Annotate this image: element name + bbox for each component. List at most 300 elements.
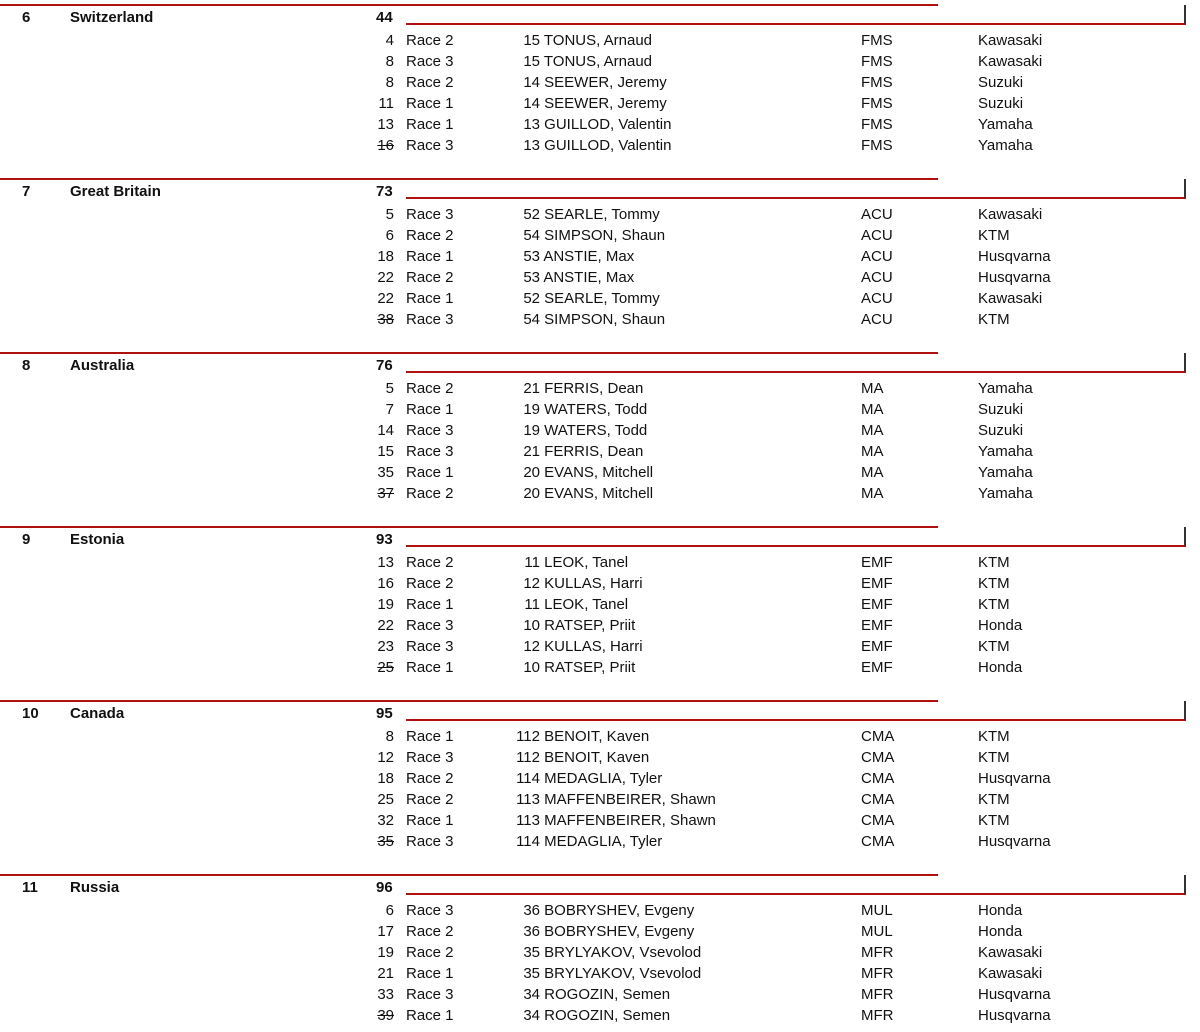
row-race: Race 1 [406,596,454,613]
row-points: 22 [377,269,394,286]
result-row [0,114,1200,135]
team-position: 11 [22,879,38,896]
row-rider [490,30,830,51]
row-rider [490,573,830,594]
header-underline [406,875,1186,895]
rider-number: 34 [523,1007,540,1024]
team-nation: Great Britain [70,183,161,200]
row-rider [490,984,830,1005]
row-rider [490,225,830,246]
result-row [0,942,1200,963]
rider-number: 36 [523,902,540,919]
row-race: Race 3 [406,311,454,328]
row-brand: Kawasaki [978,944,1043,961]
row-race: Race 2 [406,944,454,961]
result-row [0,135,1200,156]
rider-name: SEEWER, Jeremy [544,74,667,91]
team-total: 73 [376,183,393,200]
rider-number: 15 [523,32,540,49]
rider-name: GUILLOD, Valentin [544,137,672,154]
row-brand: Husqvarna [978,770,1051,787]
result-row [0,573,1200,594]
result-row [0,378,1200,399]
row-rider [490,636,830,657]
rider-number: 36 [523,923,540,940]
rider-name: MEDAGLIA, Tyler [544,833,663,850]
row-points: 12 [377,749,394,766]
row-brand: Husqvarna [978,248,1051,265]
row-race: Race 1 [406,401,454,418]
row-federation: MFR [861,965,894,982]
team-total: 44 [376,9,393,26]
row-race: Race 2 [406,380,454,397]
rider-number: 10 [523,659,540,676]
row-points: 5 [385,380,394,397]
rider-name: KULLAS, Harri [544,638,643,655]
rider-number: 21 [523,443,540,460]
row-points: 19 [377,944,394,961]
row-points: 16 [377,575,394,592]
row-brand: Husqvarna [978,269,1051,286]
row-race: Race 2 [406,554,454,571]
row-race: Race 1 [406,1007,454,1024]
rider-name: SEARLE, Tommy [544,206,660,223]
row-federation: ACU [861,311,893,328]
row-brand: Honda [978,902,1023,919]
header-underline [406,353,1186,373]
rider-name: ANSTIE, Max [543,269,635,286]
row-race: Race 1 [406,290,454,307]
rider-name: BOBRYSHEV, Evgeny [544,923,695,940]
rider-number: 11 [524,554,540,571]
rider-number: 15 [523,53,540,70]
result-row [0,636,1200,657]
result-row [0,267,1200,288]
result-row [0,768,1200,789]
row-race: Race 3 [406,749,454,766]
row-race: Race 1 [406,116,454,133]
row-points: 17 [377,923,394,940]
rider-name: ANSTIE, Max [543,248,635,265]
row-race: Race 2 [406,269,454,286]
row-rider [490,963,830,984]
row-points: 33 [377,986,394,1003]
rider-name: MEDAGLIA, Tyler [544,770,663,787]
row-brand: Kawasaki [978,53,1043,70]
rider-name: BENOIT, Kaven [544,728,650,745]
row-brand: Husqvarna [978,986,1051,1003]
row-brand: Honda [978,659,1023,676]
team-position: 10 [22,705,39,722]
row-points: 38 [377,311,394,328]
row-race: Race 1 [406,965,454,982]
row-brand: KTM [978,227,1010,244]
row-race: Race 2 [406,770,454,787]
row-points: 8 [385,53,394,70]
rider-name: SEEWER, Jeremy [544,95,667,112]
row-points: 8 [385,728,394,745]
row-federation: FMS [861,32,893,49]
row-brand: Yamaha [978,137,1033,154]
rider-name: MAFFENBEIRER, Shawn [544,812,716,829]
rider-name: FERRIS, Dean [544,380,644,397]
result-row [0,594,1200,615]
team-block [0,0,1200,162]
row-rider [490,831,830,852]
team-position: 7 [22,183,31,200]
team-nation: Australia [70,357,135,374]
row-rider [490,789,830,810]
rider-number: 20 [523,485,540,502]
rider-number: 114 [516,833,540,850]
header-underline [406,179,1186,199]
team-total: 93 [376,531,393,548]
rider-number: 12 [523,575,540,592]
result-row [0,399,1200,420]
row-points: 21 [377,965,394,982]
row-federation: EMF [861,596,893,613]
row-points: 6 [385,902,394,919]
row-rider [490,441,830,462]
row-federation: EMF [861,554,893,571]
team-position: 9 [22,531,31,548]
rider-number: 13 [523,137,540,154]
rider-name: KULLAS, Harri [544,575,643,592]
row-race: Race 3 [406,833,454,850]
row-rider [490,309,830,330]
row-federation: EMF [861,659,893,676]
row-points: 39 [377,1007,394,1024]
row-rider [490,552,830,573]
team-block [0,696,1200,858]
rider-name: SEARLE, Tommy [544,290,660,307]
rider-number: 52 [523,290,540,307]
rider-name: EVANS, Mitchell [544,485,654,502]
row-brand: Yamaha [978,116,1033,133]
team-nation: Russia [70,879,120,896]
row-brand: Husqvarna [978,833,1051,850]
rider-number: 53 [523,248,540,265]
row-brand: Suzuki [978,74,1024,91]
row-brand: KTM [978,554,1010,571]
row-federation: FMS [861,95,893,112]
row-race: Race 3 [406,638,454,655]
rider-name: WATERS, Todd [544,401,648,418]
row-rider [490,942,830,963]
row-rider [490,288,830,309]
rider-number: 10 [523,617,540,634]
row-brand: Kawasaki [978,206,1043,223]
rider-name: MAFFENBEIRER, Shawn [544,791,716,808]
row-points: 25 [377,659,394,676]
row-race: Race 3 [406,206,454,223]
rider-number: 54 [523,311,540,328]
row-federation: CMA [861,728,895,745]
row-rider [490,483,830,504]
row-rider [490,420,830,441]
result-row [0,204,1200,225]
rider-number: 19 [523,422,540,439]
row-brand: KTM [978,749,1010,766]
rider-number: 19 [523,401,540,418]
row-brand: Honda [978,923,1023,940]
result-row [0,441,1200,462]
row-brand: Suzuki [978,422,1024,439]
row-points: 19 [377,596,394,613]
row-brand: Kawasaki [978,965,1043,982]
row-rider [490,267,830,288]
row-federation: ACU [861,269,893,286]
rider-number: 34 [523,986,540,1003]
result-row [0,225,1200,246]
rider-number: 52 [523,206,540,223]
row-rider [490,246,830,267]
row-brand: Yamaha [978,380,1033,397]
row-rider [490,114,830,135]
row-federation: MA [861,401,884,418]
rider-name: GUILLOD, Valentin [544,116,672,133]
row-race: Race 1 [406,248,454,265]
result-row [0,93,1200,114]
result-row [0,789,1200,810]
rider-name: LEOK, Tanel [544,596,629,613]
row-race: Race 1 [406,659,454,676]
rider-number: 54 [523,227,540,244]
result-row [0,420,1200,441]
row-federation: MUL [861,923,893,940]
row-federation: CMA [861,770,895,787]
row-race: Race 2 [406,923,454,940]
result-row [0,726,1200,747]
team-block [0,522,1200,684]
row-federation: ACU [861,206,893,223]
row-federation: MA [861,443,884,460]
row-brand: KTM [978,812,1010,829]
result-row [0,288,1200,309]
result-row [0,1005,1200,1026]
row-points: 6 [385,227,394,244]
row-race: Race 3 [406,422,454,439]
rider-name: SIMPSON, Shaun [544,227,666,244]
row-points: 32 [377,812,394,829]
rider-name: BRYLYAKOV, Vsevolod [544,944,702,961]
result-row [0,615,1200,636]
row-federation: FMS [861,74,893,91]
team-total: 76 [376,357,393,374]
result-row [0,552,1200,573]
team-block [0,174,1200,336]
row-race: Race 3 [406,986,454,1003]
row-points: 22 [377,617,394,634]
result-row [0,921,1200,942]
row-brand: KTM [978,311,1010,328]
team-block [0,348,1200,510]
row-rider [490,657,830,678]
rider-name: FERRIS, Dean [544,443,644,460]
rider-number: 13 [523,116,540,133]
row-brand: Yamaha [978,485,1033,502]
row-rider [490,399,830,420]
rider-name: BRYLYAKOV, Vsevolod [544,965,702,982]
row-points: 18 [377,770,394,787]
result-row [0,963,1200,984]
row-rider [490,51,830,72]
rider-name: WATERS, Todd [544,422,648,439]
row-federation: MUL [861,902,893,919]
row-points: 35 [377,833,394,850]
result-row [0,462,1200,483]
row-federation: EMF [861,638,893,655]
rider-number: 53 [523,269,540,286]
row-federation: ACU [861,227,893,244]
row-rider [490,768,830,789]
row-rider [490,204,830,225]
header-underline [406,5,1186,25]
row-rider [490,72,830,93]
row-race: Race 3 [406,137,454,154]
row-race: Race 3 [406,53,454,70]
row-rider [490,810,830,831]
rider-number: 12 [523,638,540,655]
row-points: 8 [385,74,394,91]
row-rider [490,462,830,483]
rider-number: 113 [516,812,540,829]
team-position: 8 [22,357,31,374]
result-row [0,483,1200,504]
row-brand: KTM [978,638,1010,655]
row-points: 5 [385,206,394,223]
header-underline [406,527,1186,547]
row-points: 4 [385,32,394,49]
row-federation: MA [861,380,884,397]
row-points: 15 [377,443,394,460]
row-federation: ACU [861,248,893,265]
row-brand: Kawasaki [978,32,1043,49]
row-race: Race 2 [406,791,454,808]
row-federation: MA [861,485,884,502]
row-brand: KTM [978,575,1010,592]
row-federation: MA [861,464,884,481]
rider-name: EVANS, Mitchell [544,464,654,481]
row-federation: EMF [861,617,893,634]
row-brand: KTM [978,728,1010,745]
row-federation: CMA [861,833,895,850]
row-rider [490,93,830,114]
row-race: Race 3 [406,617,454,634]
rider-number: 35 [523,944,540,961]
team-total: 96 [376,879,393,896]
row-federation: MFR [861,1007,894,1024]
rider-name: RATSEP, Priit [544,659,636,676]
team-position: 6 [22,9,31,26]
row-points: 35 [377,464,394,481]
row-federation: CMA [861,791,895,808]
result-row [0,30,1200,51]
rider-name: RATSEP, Priit [544,617,636,634]
result-row [0,831,1200,852]
row-points: 13 [377,554,394,571]
rider-number: 114 [516,770,540,787]
rider-number: 35 [523,965,540,982]
row-rider [490,135,830,156]
row-points: 23 [377,638,394,655]
row-race: Race 2 [406,74,454,91]
row-brand: Suzuki [978,401,1024,418]
team-total: 95 [376,705,393,722]
row-race: Race 3 [406,443,454,460]
row-rider [490,615,830,636]
row-federation: CMA [861,749,895,766]
row-race: Race 1 [406,464,454,481]
row-race: Race 1 [406,812,454,829]
result-row [0,900,1200,921]
row-brand: KTM [978,596,1010,613]
row-federation: MA [861,422,884,439]
rider-number: 14 [523,95,540,112]
row-points: 22 [377,290,394,307]
row-race: Race 2 [406,227,454,244]
rider-number: 21 [523,380,540,397]
result-row [0,810,1200,831]
rider-name: BENOIT, Kaven [544,749,650,766]
rider-name: BOBRYSHEV, Evgeny [544,902,695,919]
row-federation: FMS [861,53,893,70]
result-row [0,309,1200,330]
team-nation: Canada [70,705,125,722]
rider-number: 14 [523,74,540,91]
row-federation: EMF [861,575,893,592]
rider-name: TONUS, Arnaud [543,53,653,70]
row-points: 18 [377,248,394,265]
row-rider [490,594,830,615]
result-row [0,747,1200,768]
result-row [0,72,1200,93]
row-rider [490,378,830,399]
row-race: Race 1 [406,728,454,745]
row-brand: Yamaha [978,443,1033,460]
row-race: Race 3 [406,902,454,919]
row-brand: KTM [978,791,1010,808]
rider-name: ROGOZIN, Semen [544,1007,671,1024]
team-nation: Estonia [70,531,125,548]
row-federation: CMA [861,812,895,829]
row-race: Race 2 [406,575,454,592]
row-federation: MFR [861,944,894,961]
row-rider [490,900,830,921]
row-rider [490,747,830,768]
row-points: 7 [385,401,394,418]
team-block [0,870,1200,1032]
row-federation: ACU [861,290,893,307]
row-race: Race 2 [406,485,454,502]
rider-name: LEOK, Tanel [544,554,629,571]
rider-number: 11 [524,596,540,613]
row-federation: MFR [861,986,894,1003]
row-brand: Yamaha [978,464,1033,481]
row-points: 16 [377,137,394,154]
result-row [0,657,1200,678]
row-brand: Suzuki [978,95,1024,112]
result-row [0,984,1200,1005]
row-points: 13 [377,116,394,133]
row-rider [490,921,830,942]
rider-number: 112 [516,749,540,766]
row-brand: Kawasaki [978,290,1043,307]
rider-number: 113 [516,791,540,808]
row-brand: Honda [978,617,1023,634]
team-nation: Switzerland [70,9,154,26]
result-row [0,246,1200,267]
